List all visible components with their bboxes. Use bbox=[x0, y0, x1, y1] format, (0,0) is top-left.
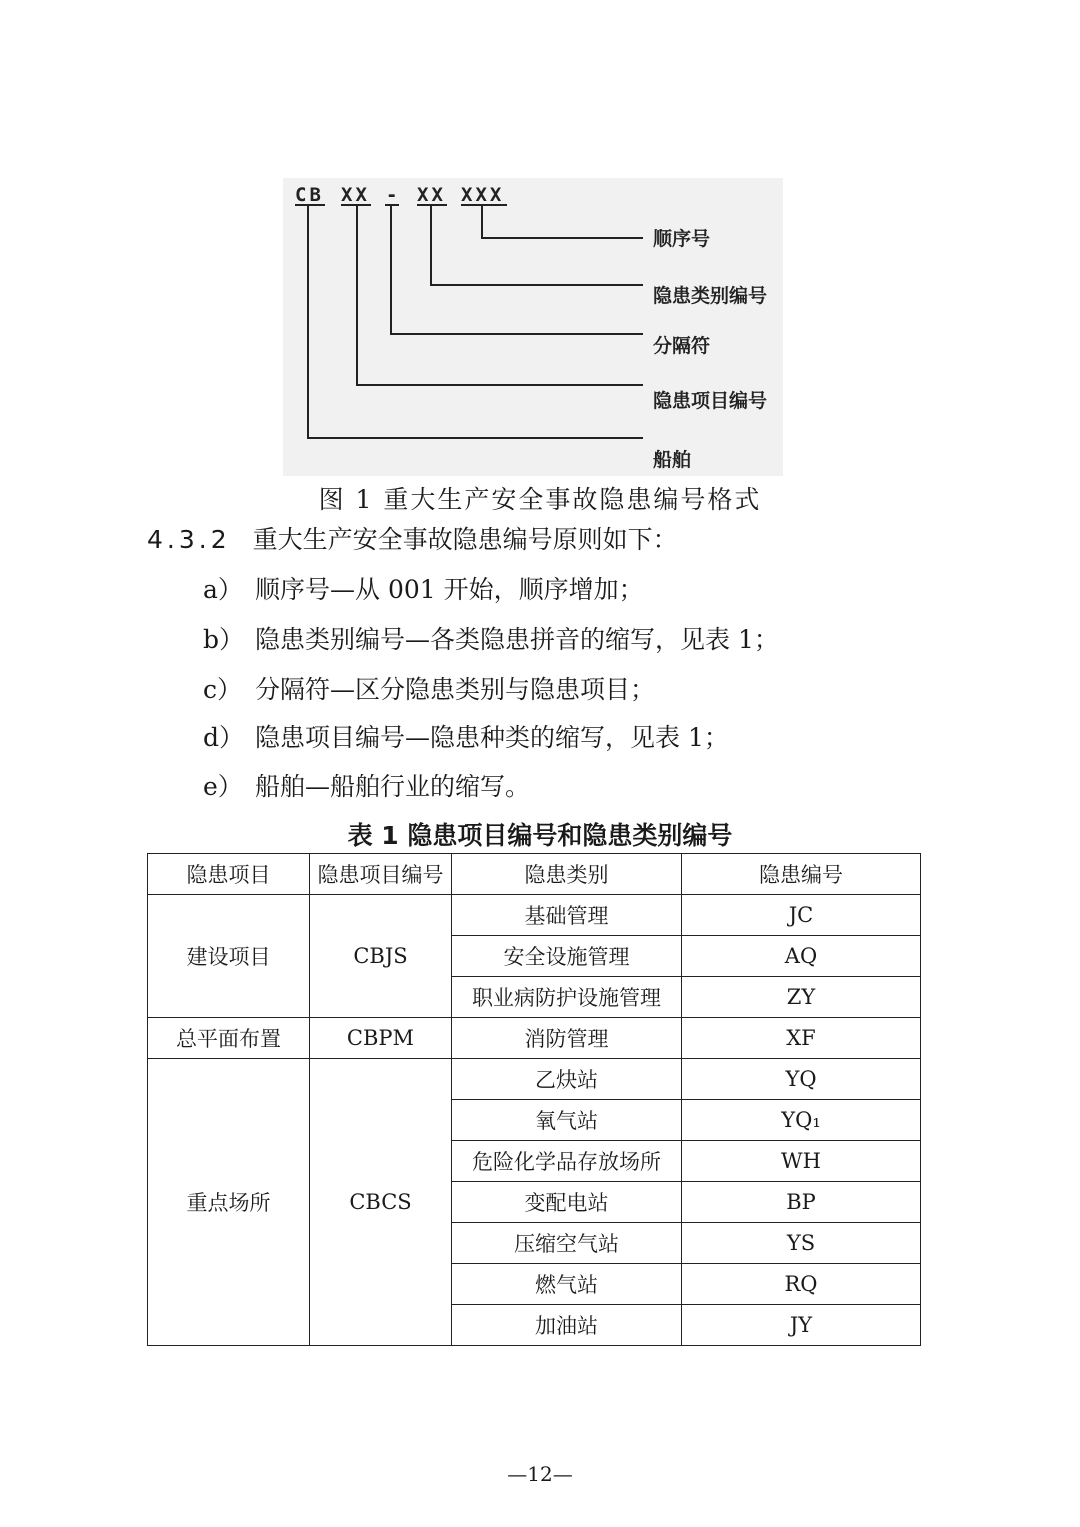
list-marker: b） bbox=[203, 625, 245, 654]
category-cell: 危险化学品存放场所 bbox=[452, 1141, 682, 1182]
list-item bbox=[203, 718, 729, 754]
category-cell: 职业病防护设施管理 bbox=[452, 977, 682, 1018]
category-cell: 消防管理 bbox=[452, 1018, 682, 1059]
header-project-code: 隐患项目编号 bbox=[310, 854, 452, 895]
code-part-separator: - bbox=[386, 184, 401, 206]
hazard-code-cell: BP bbox=[682, 1182, 921, 1223]
header-category: 隐患类别 bbox=[452, 854, 682, 895]
hazard-code-cell: YS bbox=[682, 1223, 921, 1264]
project-code-cell: CBJS bbox=[310, 895, 452, 1018]
header-project: 隐患项目 bbox=[148, 854, 310, 895]
label-ship: 船舶 bbox=[653, 449, 692, 471]
project-code-cell: CBPM bbox=[310, 1018, 452, 1059]
page-number: —12— bbox=[507, 1462, 573, 1486]
category-cell: 压缩空气站 bbox=[452, 1223, 682, 1264]
section-title: 重大生产安全事故隐患编号原则如下： bbox=[252, 525, 678, 554]
list-item bbox=[203, 767, 530, 803]
hazard-code-cell: XF bbox=[682, 1018, 921, 1059]
list-marker: a） bbox=[203, 575, 243, 604]
label-sequence: 顺序号 bbox=[653, 228, 711, 250]
hazard-code-cell: AQ bbox=[682, 936, 921, 977]
code-part-project: XX bbox=[341, 184, 370, 206]
table-header-row bbox=[148, 854, 921, 895]
list-marker: e） bbox=[203, 772, 243, 801]
section-number: 4.3.2 bbox=[147, 525, 231, 554]
hazard-code-cell: RQ bbox=[682, 1264, 921, 1305]
hazard-code-cell: YQ bbox=[682, 1059, 921, 1100]
project-cell: 重点场所 bbox=[148, 1059, 310, 1346]
list-item bbox=[203, 620, 779, 656]
code-part-category: XX bbox=[417, 184, 446, 206]
project-cell: 总平面布置 bbox=[148, 1018, 310, 1059]
list-item-text: 顺序号—从 001 开始，顺序增加； bbox=[255, 575, 644, 604]
category-cell: 氧气站 bbox=[452, 1100, 682, 1141]
list-marker: d） bbox=[203, 723, 245, 752]
label-project-code: 隐患项目编号 bbox=[653, 390, 768, 412]
header-hazard-code: 隐患编号 bbox=[682, 854, 921, 895]
list-item bbox=[203, 570, 644, 606]
code-part-sequence: XXX bbox=[461, 184, 505, 206]
hazard-code-cell: ZY bbox=[682, 977, 921, 1018]
list-item-text: 分隔符—区分隐患类别与隐患项目； bbox=[255, 675, 656, 704]
list-marker: c） bbox=[203, 675, 243, 704]
hazard-code-cell: JC bbox=[682, 895, 921, 936]
label-category-code: 隐患类别编号 bbox=[653, 285, 768, 307]
code-format-diagram bbox=[283, 178, 783, 476]
table-row bbox=[148, 1018, 921, 1059]
label-separator: 分隔符 bbox=[653, 335, 711, 357]
section-heading bbox=[147, 520, 678, 556]
figure-caption: 图 1 重大生产安全事故隐患编号格式 bbox=[318, 485, 762, 514]
category-cell: 基础管理 bbox=[452, 895, 682, 936]
category-cell: 乙炔站 bbox=[452, 1059, 682, 1100]
list-item-text: 船舶—船舶行业的缩写。 bbox=[255, 772, 531, 801]
category-cell: 燃气站 bbox=[452, 1264, 682, 1305]
table-row bbox=[148, 1059, 921, 1100]
category-cell: 变配电站 bbox=[452, 1182, 682, 1223]
list-item-text: 隐患项目编号—隐患种类的缩写，见表 1； bbox=[255, 723, 729, 752]
table-title: 表 1 隐患项目编号和隐患类别编号 bbox=[347, 821, 733, 850]
hazard-code-cell: YQ₁ bbox=[682, 1100, 921, 1141]
project-code-cell: CBCS bbox=[310, 1059, 452, 1346]
code-part-cb: CB bbox=[295, 184, 324, 206]
hazard-code-table bbox=[147, 853, 921, 1346]
hazard-code-cell: WH bbox=[682, 1141, 921, 1182]
table-row bbox=[148, 895, 921, 936]
list-item bbox=[203, 670, 655, 706]
bracket-lines bbox=[283, 178, 783, 476]
list-item-text: 隐患类别编号—各类隐患拼音的缩写，见表 1； bbox=[255, 625, 779, 654]
category-cell: 加油站 bbox=[452, 1305, 682, 1346]
category-cell: 安全设施管理 bbox=[452, 936, 682, 977]
hazard-code-cell: JY bbox=[682, 1305, 921, 1346]
project-cell: 建设项目 bbox=[148, 895, 310, 1018]
